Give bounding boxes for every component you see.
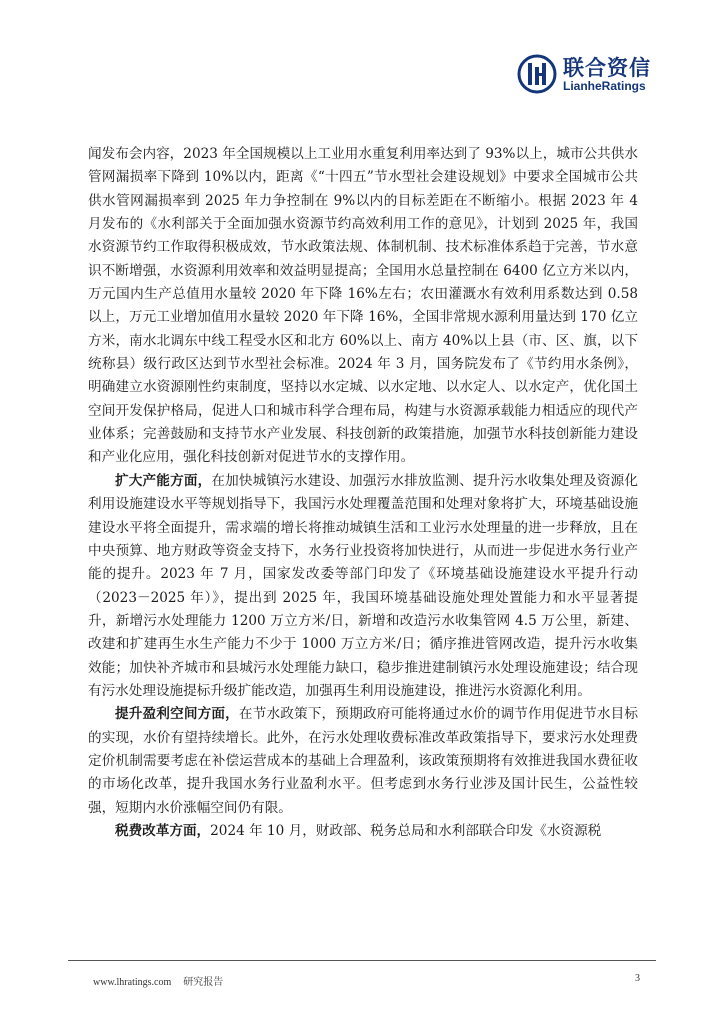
- paragraph-text: 在节水政策下，预期政府可能将通过水价的调节作用促进节水目标的实现，水价有望持续增长。此外，在污水处理收费标准改革政策指导下，要求污水处理费定价机制需要考虑在补偿运营成本的基础上合理盈利，该政策预期将有效推进我国水费征收的市场化改革，提升我国水务行业盈利水平。但考虑到水务行业涉及国计民生，公益性较强，短期内水价涨幅空间仍有限。: [88, 706, 639, 816]
- page-number: 3: [635, 973, 640, 984]
- brand-name-cn: 联合资信: [563, 56, 651, 80]
- paragraph-tax-reform: [88, 820, 638, 843]
- paragraph-heading: 税费改革方面，: [115, 822, 211, 839]
- page-footer: [93, 973, 640, 988]
- footer-divider: [68, 960, 656, 961]
- paragraph-capacity-expansion: [88, 470, 638, 703]
- paragraph-text: 2024 年 10 月，财政部、税务总局和水利部联合印发《水资源税: [210, 822, 602, 839]
- lianhe-logo-icon: [517, 54, 557, 94]
- paragraph-profit-space: [88, 703, 638, 820]
- paragraph-heading: 提升盈利空间方面，: [115, 706, 239, 723]
- brand-name-en: LianheRatings: [563, 79, 646, 93]
- footer-doc-type: 研究报告: [183, 977, 224, 988]
- brand-logo: [517, 52, 677, 98]
- paragraph-water-saving: 闻发布会内容，2023 年全国规模以上工业用水重复利用率达到了 93%以上，城市公共供水管网漏损率下降到 10%以内，距离《“十四五”节水型社会建设规划》中要求全国城市公共供水管网漏损率到 2025 年力争控制在 9%以内的目标差距在不断缩小。根据 2023 年 4 月发布的《水利部关于全面加强水资源节约高效利用工作的意见》，计划到 2025 年，我国水资源节约工作取得积极成效，节水政策法规、体制机制、技术标准体系趋于完善，节水意识不断增强，水资源利用效率和效益明显提高；全国用水总量控制在 6400 亿立方米以内，万元国内生产总值用水量较 2020 年下降 16%左右；农田灌溉水有效利用系数达到 0.58 以上，万元工业增加值用水量较 2020 年下降 16%，全国非常规水源利用量达到 170 亿立方米，南水北调东中线工程受水区和北方 60%以上、南方 40%以上县（市、区、旗，以下统称县）级行政区达到节水型社会标准。2024 年 3 月，国务院发布了《节约用水条例》，明确建立水资源刚性约束制度，坚持以水定城、以水定地、以水定人、以水定产，优化国土空间开发保护格局，促进人口和城市科学合理布局，构建与水资源承载能力相适应的现代产业体系；完善鼓励和支持节水产业发展、科技创新的政策措施，加强节水科技创新能力建设和产业化应用，强化科技创新对促进节水的支撑作用。: [88, 146, 638, 466]
- footer-website: www.lhratings.com: [93, 977, 172, 988]
- paragraph-text: 在加快城镇污水建设、加强污水排放监测、提升污水收集处理及资源化利用设施建设水平等规划指导下，我国污水处理覆盖范围和处理对象将扩大，环境基础设施建设水平将全面提升，需求端的增长将推动城镇生活和工业污水处理量的进一步释放，且在中央预算、地方财政等资金支持下，水务行业投资将加快进行，从而进一步促进水务行业产能的提升。2023 年 7 月，国家发改委等部门印发了《环境基础设施建设水平提升行动（2023－2025 年）》，提出到 2025 年，我国环境基础设施处理处置能力和水平显著提升，新增污水处理能力 1200 万立方米/日，新增和改造污水收集管网 4.5 万公里，新建、改建和扩建再生水生产能力不少于 1000 万立方米/日；循序推进管网改造，提升污水收集效能；加快补齐城市和县城污水处理能力缺口，稳步推进建制镇污水处理设施建设；结合现有污水处理设施提标升级扩能改造，加强再生利用设施建设，推进污水资源化利用。: [88, 472, 638, 699]
- report-body: [88, 143, 638, 843]
- paragraph-heading: 扩大产能方面，: [115, 472, 212, 489]
